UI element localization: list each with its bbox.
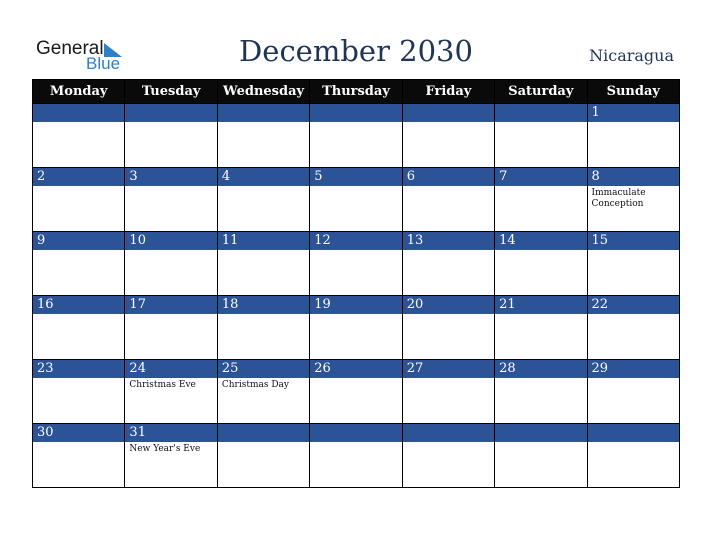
day-number	[310, 424, 401, 442]
holiday-label: New Year's Eve	[129, 444, 201, 454]
holiday-label	[403, 186, 494, 188]
holiday-label: Christmas Eve	[129, 380, 196, 390]
week-row	[33, 232, 680, 296]
country-label: Nicaragua	[589, 46, 674, 65]
day-cell[interactable]	[125, 296, 217, 360]
day-number: 4	[218, 168, 309, 186]
day-number: 10	[125, 232, 216, 250]
day-number: 29	[588, 360, 679, 378]
day-number: 5	[310, 168, 401, 186]
day-number: 13	[403, 232, 494, 250]
day-number: 12	[310, 232, 401, 250]
week-row	[33, 296, 680, 360]
day-cell[interactable]	[217, 424, 309, 488]
holiday-label	[218, 186, 309, 188]
day-number: 2	[33, 168, 124, 186]
day-cell[interactable]	[33, 232, 125, 296]
weekday-header: Saturday	[495, 80, 587, 104]
weekday-header: Wednesday	[217, 80, 309, 104]
day-cell[interactable]	[495, 360, 587, 424]
day-number	[218, 104, 309, 122]
day-cell[interactable]	[495, 104, 587, 168]
day-number	[403, 104, 494, 122]
day-number: 20	[403, 296, 494, 314]
weekday-header: Monday	[33, 80, 125, 104]
day-number: 16	[33, 296, 124, 314]
holiday-label	[218, 250, 309, 252]
holiday-label	[310, 442, 401, 444]
day-number	[33, 104, 124, 122]
week-row	[33, 168, 680, 232]
holiday-label	[310, 250, 401, 252]
holiday-label	[125, 250, 216, 252]
day-number: 15	[588, 232, 679, 250]
day-cell[interactable]	[402, 424, 494, 488]
day-cell[interactable]	[125, 424, 217, 488]
day-cell[interactable]	[217, 296, 309, 360]
holiday-label	[33, 186, 124, 188]
day-cell[interactable]	[402, 232, 494, 296]
holiday-label	[588, 314, 679, 316]
logo-text-blue: Blue	[86, 54, 121, 73]
day-number	[588, 424, 679, 442]
holiday-label: Immaculate Conception	[591, 188, 646, 209]
holiday-label	[33, 250, 124, 252]
day-cell[interactable]	[310, 168, 402, 232]
day-number: 26	[310, 360, 401, 378]
day-number: 6	[403, 168, 494, 186]
day-cell[interactable]	[125, 168, 217, 232]
holiday-label	[310, 378, 401, 380]
day-number: 30	[33, 424, 124, 442]
day-cell[interactable]	[310, 296, 402, 360]
day-number	[125, 104, 216, 122]
day-number	[495, 104, 586, 122]
day-number: 27	[403, 360, 494, 378]
holiday-label	[310, 186, 401, 188]
weekday-header: Thursday	[310, 80, 402, 104]
day-cell[interactable]	[587, 168, 679, 232]
holiday-label	[403, 442, 494, 444]
day-number: 28	[495, 360, 586, 378]
day-cell[interactable]	[495, 232, 587, 296]
day-cell[interactable]	[125, 232, 217, 296]
holiday-label	[588, 378, 679, 380]
day-cell[interactable]	[125, 360, 217, 424]
day-cell[interactable]	[217, 168, 309, 232]
holiday-label	[495, 442, 586, 444]
day-number: 8	[588, 168, 679, 186]
weekday-header: Friday	[402, 80, 494, 104]
day-number: 11	[218, 232, 309, 250]
holiday-label	[125, 122, 216, 124]
holiday-label	[125, 186, 216, 188]
day-cell[interactable]	[587, 296, 679, 360]
holiday-label: Christmas Day	[221, 380, 289, 390]
week-row	[33, 360, 680, 424]
week-row	[33, 104, 680, 168]
holiday-label	[588, 250, 679, 252]
holiday-label	[403, 378, 494, 380]
day-cell[interactable]	[587, 232, 679, 296]
day-cell[interactable]	[33, 296, 125, 360]
day-cell[interactable]	[402, 168, 494, 232]
day-cell[interactable]	[402, 104, 494, 168]
holiday-label	[310, 122, 401, 124]
day-cell[interactable]	[495, 168, 587, 232]
weekday-header: Tuesday	[125, 80, 217, 104]
day-cell[interactable]	[33, 104, 125, 168]
day-cell[interactable]	[402, 360, 494, 424]
day-number: 14	[495, 232, 586, 250]
day-cell[interactable]	[310, 232, 402, 296]
holiday-label	[403, 314, 494, 316]
day-cell[interactable]	[310, 424, 402, 488]
holiday-label	[33, 314, 124, 316]
calendar-grid	[32, 79, 680, 488]
holiday-label	[495, 186, 586, 188]
day-cell[interactable]	[495, 424, 587, 488]
day-cell[interactable]	[310, 360, 402, 424]
holiday-label	[495, 314, 586, 316]
day-cell[interactable]	[587, 424, 679, 488]
holiday-label	[33, 378, 124, 380]
logo-text-general: General	[36, 38, 104, 59]
holiday-label	[588, 442, 679, 444]
day-number: 18	[218, 296, 309, 314]
day-cell[interactable]	[33, 424, 125, 488]
day-number: 31	[125, 424, 216, 442]
day-number	[403, 424, 494, 442]
day-number: 3	[125, 168, 216, 186]
holiday-label	[218, 442, 309, 444]
day-cell[interactable]	[587, 104, 679, 168]
calendar-title: December 2030	[239, 34, 473, 68]
day-number: 1	[588, 104, 679, 122]
day-cell[interactable]	[217, 360, 309, 424]
day-cell[interactable]	[310, 104, 402, 168]
day-cell[interactable]	[125, 104, 217, 168]
day-cell[interactable]	[495, 296, 587, 360]
holiday-label	[218, 122, 309, 124]
day-number: 17	[125, 296, 216, 314]
day-cell[interactable]	[33, 168, 125, 232]
weekday-header: Sunday	[587, 80, 679, 104]
day-number: 9	[33, 232, 124, 250]
weekday-header-row	[33, 80, 680, 104]
holiday-label	[403, 250, 494, 252]
week-row	[33, 424, 680, 488]
holiday-label	[495, 122, 586, 124]
day-number: 21	[495, 296, 586, 314]
holiday-label	[218, 314, 309, 316]
holiday-label	[310, 314, 401, 316]
holiday-label	[495, 250, 586, 252]
day-number	[310, 104, 401, 122]
holiday-label	[33, 122, 124, 124]
day-cell[interactable]	[217, 232, 309, 296]
holiday-label	[495, 378, 586, 380]
holiday-label	[403, 122, 494, 124]
day-number: 23	[33, 360, 124, 378]
holiday-label	[33, 442, 124, 444]
day-number: 24	[125, 360, 216, 378]
day-cell[interactable]	[217, 104, 309, 168]
day-cell[interactable]	[33, 360, 125, 424]
holiday-label	[588, 122, 679, 124]
day-number	[495, 424, 586, 442]
day-number: 7	[495, 168, 586, 186]
day-number: 19	[310, 296, 401, 314]
day-number: 22	[588, 296, 679, 314]
holiday-label	[125, 314, 216, 316]
day-cell[interactable]	[402, 296, 494, 360]
day-number: 25	[218, 360, 309, 378]
day-number	[218, 424, 309, 442]
day-cell[interactable]	[587, 360, 679, 424]
